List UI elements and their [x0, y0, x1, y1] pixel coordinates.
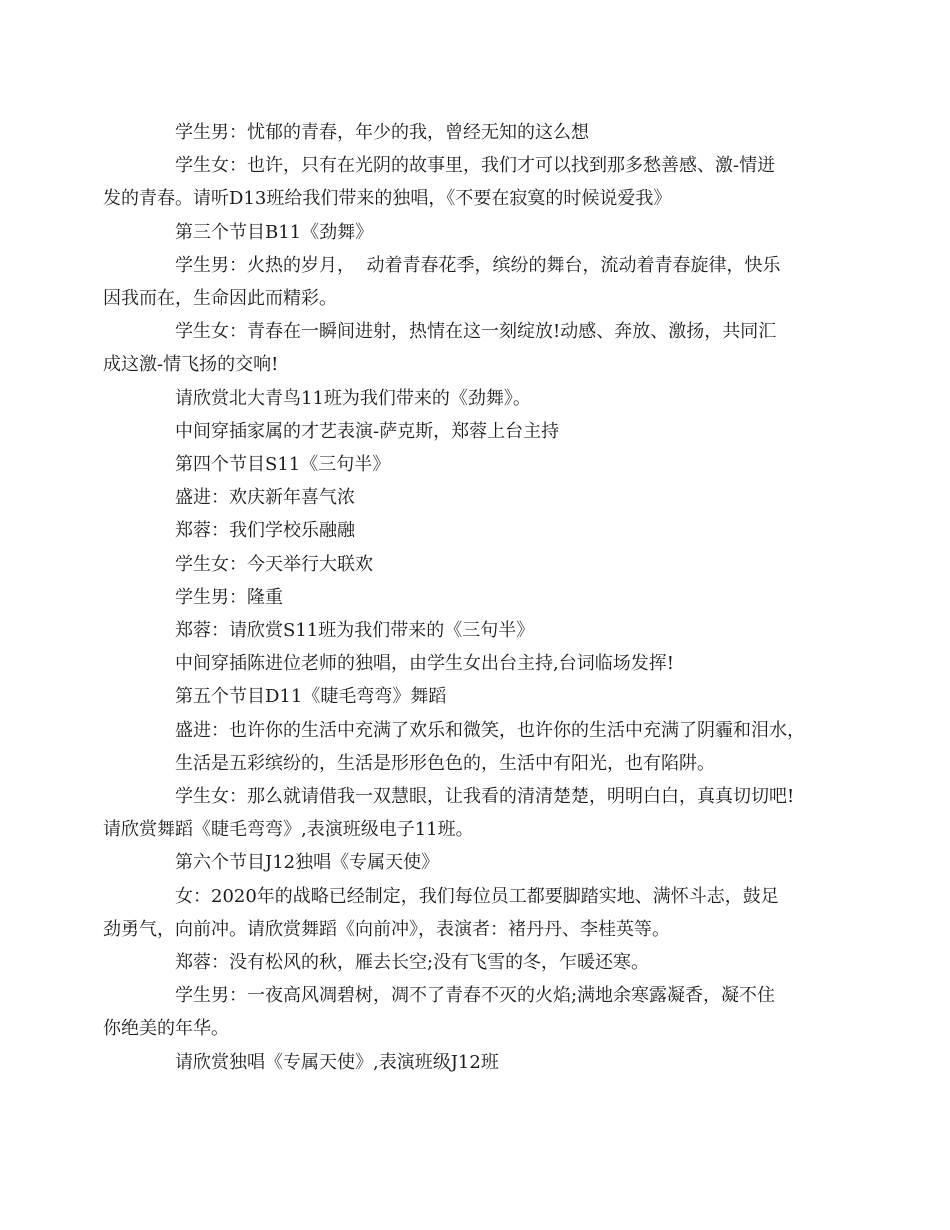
text-line: 郑蓉：请欣赏S11班为我们带来的《三句半》: [175, 620, 535, 642]
text-line: 请欣赏独唱《专属天使》,表演班级J12班: [175, 1051, 499, 1073]
paragraph: [139, 448, 819, 481]
paragraph: [139, 216, 819, 249]
paragraph: [103, 780, 819, 846]
paragraph: [139, 382, 819, 415]
paragraph: [139, 116, 819, 149]
text-line: 成这激-情飞扬的交响!: [103, 354, 279, 376]
text-line: 你绝美的年华。: [103, 1018, 229, 1040]
text-line: 盛进：欢庆新年喜气浓: [175, 487, 355, 509]
paragraph: [139, 714, 819, 747]
text-line: 第五个节目D11《睫毛弯弯》舞蹈: [175, 686, 447, 708]
text-line: 女：2020年的战略已经制定，我们每位员工都要脚踏实地、满怀斗志，鼓足: [175, 885, 779, 907]
text-line: 学生女：那么就请借我一双慧眼，让我看的清清楚楚，明明白白，真真切切吧!: [175, 786, 795, 808]
paragraph: [139, 415, 819, 448]
text-line: 郑蓉：没有松风的秋，雁去长空;没有飞雪的冬，乍暖还寒。: [175, 952, 650, 974]
paragraph: [103, 880, 819, 946]
text-line: 第三个节目B11《劲舞》: [175, 221, 374, 243]
paragraph: [139, 548, 819, 581]
text-line: 请欣赏舞蹈《睫毛弯弯》,表演班级电子11班。: [103, 819, 474, 841]
text-line: 学生男：火热的岁月， 动着青春花季，缤纷的舞台，流动着青春旋律，快乐: [175, 254, 781, 276]
paragraph: [103, 249, 819, 315]
paragraph: [139, 481, 819, 514]
text-line: 学生女：今天举行大联欢: [175, 553, 373, 575]
text-line: 请欣赏北大青鸟11班为我们带来的《劲舞》。: [175, 387, 531, 409]
text-line: 生活是五彩缤纷的，生活是形形色色的，生活中有阳光，也有陷阱。: [175, 752, 715, 774]
text-line: 学生女：青春在一瞬间进射，热情在这一刻绽放!动感、奔放、激扬，共同汇: [175, 321, 777, 343]
text-line: 第六个节目J12独唱《专属天使》: [175, 852, 440, 874]
paragraph: [103, 979, 819, 1045]
paragraph: [103, 149, 819, 215]
text-line: 第四个节目S11《三句半》: [175, 454, 391, 476]
text-line: 学生男：隆重: [175, 586, 283, 608]
text-line: 发的青春。请听D13班给我们带来的独唱，《不要在寂寞的时候说爱我》: [103, 188, 672, 210]
text-line: 劲勇气，向前冲。请欣赏舞蹈《向前冲》，表演者：褚丹丹、李桂英等。: [103, 918, 670, 940]
text-line: 学生男：一夜高风凋碧树，凋不了青春不灭的火焰;满地余寒露凝香，凝不住: [175, 985, 776, 1007]
paragraph: [139, 647, 819, 680]
text-line: 因我而在，生命因此而精彩。: [103, 288, 337, 310]
paragraph: [139, 747, 819, 780]
text-line: 中间穿插陈进位老师的独唱，由学生女出台主持,台词临场发挥!: [175, 653, 674, 675]
paragraph: [139, 1046, 819, 1079]
text-line: 盛进：也许你的生活中充满了欢乐和微笑，也许你的生活中充满了阴霾和泪水，: [175, 719, 805, 741]
text-line: 中间穿插家属的才艺表演-萨克斯，郑蓉上台主持: [175, 420, 560, 442]
paragraph: [139, 680, 819, 713]
paragraph: [139, 846, 819, 879]
paragraph: [139, 614, 819, 647]
text-line: 学生女：也许，只有在光阴的故事里，我们才可以找到那多愁善感、激-情迸: [175, 155, 776, 177]
paragraph: [103, 315, 819, 381]
text-line: 郑蓉：我们学校乐融融: [175, 520, 355, 542]
paragraph: [139, 946, 819, 979]
document-body: [103, 116, 819, 1079]
paragraph: [139, 514, 819, 547]
text-line: 学生男：忧郁的青春，年少的我，曾经无知的这么想: [175, 122, 589, 143]
paragraph: [139, 581, 819, 614]
